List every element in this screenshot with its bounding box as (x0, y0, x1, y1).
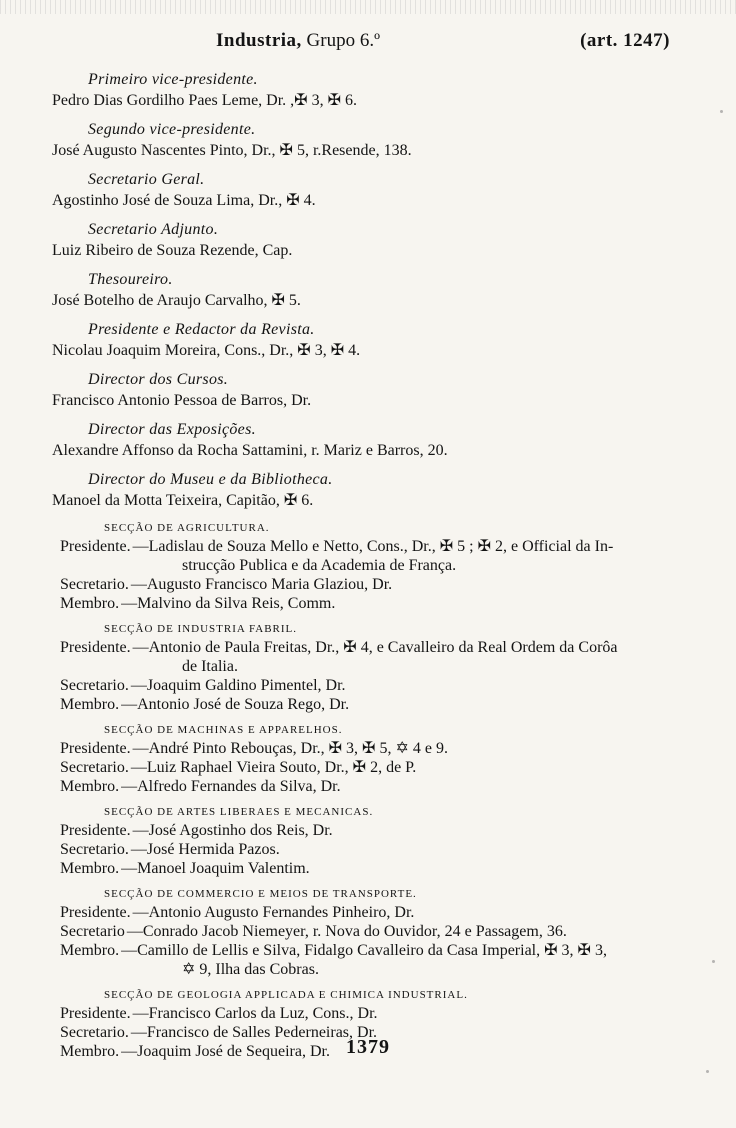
member-text: —Joaquim Galdino Pimentel, Dr. (130, 677, 346, 694)
page-number: 1379 (346, 1036, 390, 1058)
office-entry (52, 370, 704, 411)
member-row (52, 758, 704, 777)
member-row (52, 1004, 704, 1023)
header-title (216, 30, 380, 52)
office-holder: Manoel da Motta Teixeira, Capitão, ✠ 6. (52, 492, 314, 509)
member-role: Presidente. (60, 822, 131, 839)
member-role: Secretario. (60, 576, 129, 593)
office-entry (52, 70, 704, 111)
article-reference: (art. 1247) (580, 30, 670, 51)
member-text: —Francisco de Salles Pederneiras, Dr. (130, 1024, 378, 1041)
member-row (52, 821, 704, 840)
member-role: Presidente. (60, 538, 131, 555)
member-cont-text: ✡ 9, Ilha das Cobras. (182, 961, 319, 978)
running-header (0, 28, 736, 54)
office-role: Director das Exposições. (88, 421, 256, 438)
member-text: —Joaquim José de Sequeira, Dr. (121, 1043, 330, 1060)
member-cont-text: de Italia. (182, 658, 238, 675)
member-continuation (52, 657, 704, 676)
member-role: Presidente. (60, 904, 131, 921)
member-row (52, 575, 704, 594)
member-text: —Ladislau de Souza Mello e Netto, Cons., Dr., ✠ 5 ; ✠ 2, e Official da In- (132, 538, 614, 555)
member-row (52, 840, 704, 859)
section-title: SECÇÃO DE AGRICULTURA. (104, 522, 270, 534)
section-commercio (52, 886, 704, 979)
section-title: SECÇÃO DE GEOLOGIA APPLICADA E CHIMICA INDUSTRIAL. (104, 989, 468, 1001)
office-role: Thesoureiro. (88, 271, 173, 288)
member-text: —Augusto Francisco Maria Glaziou, Dr. (130, 576, 393, 593)
office-holder: José Augusto Nascentes Pinto, Dr., ✠ 5, r.Resende, 138. (52, 142, 412, 159)
office-entry (52, 120, 704, 161)
member-text: —Antonio de Paula Freitas, Dr., ✠ 4, e Cavalleiro da Real Ordem da Corôa (132, 639, 618, 656)
member-text: —Camillo de Lellis e Silva, Fidalgo Cavalleiro da Casa Imperial, ✠ 3, ✠ 3, (121, 942, 607, 959)
member-role: Secretario (60, 923, 125, 940)
section-industria-fabril (52, 621, 704, 714)
section-machinas (52, 722, 704, 796)
member-text: —Francisco Carlos da Luz, Cons., Dr. (132, 1005, 378, 1022)
member-text: —Manoel Joaquim Valentim. (121, 860, 310, 877)
member-row (52, 941, 704, 960)
member-row (52, 777, 704, 796)
section-artes-liberaes (52, 804, 704, 878)
member-text: —Antonio Augusto Fernandes Pinheiro, Dr. (132, 904, 415, 921)
member-row (52, 903, 704, 922)
member-role: Presidente. (60, 1005, 131, 1022)
member-role: Membro. (60, 595, 120, 612)
member-role: Presidente. (60, 740, 131, 757)
office-role: Primeiro vice-presidente. (88, 71, 258, 88)
office-holder: Agostinho José de Souza Lima, Dr., ✠ 4. (52, 192, 316, 209)
header-title-rest: Grupo 6.º (301, 30, 380, 51)
member-role: Presidente. (60, 639, 131, 656)
section-title: SECÇÃO DE MACHINAS E APPARELHOS. (104, 724, 343, 736)
section-title: SECÇÃO DE COMMERCIO E MEIOS DE TRANSPORTE. (104, 888, 417, 900)
member-role: Secretario. (60, 677, 129, 694)
member-row (52, 739, 704, 758)
member-text: —Antonio José de Souza Rego, Dr. (121, 696, 350, 713)
office-role: Director dos Cursos. (88, 371, 229, 388)
member-row (52, 537, 704, 556)
office-holder: Alexandre Affonso da Rocha Sattamini, r. Mariz e Barros, 20. (52, 442, 448, 459)
member-text: —José Hermida Pazos. (130, 841, 280, 858)
member-role: Secretario. (60, 1024, 129, 1041)
office-holder: Luiz Ribeiro de Souza Rezende, Cap. (52, 242, 293, 259)
member-row (52, 676, 704, 695)
print-speck (720, 110, 723, 113)
header-title-bold: Industria, (216, 30, 302, 51)
office-entry (52, 320, 704, 361)
member-continuation (52, 960, 704, 979)
member-text: —Alfredo Fernandes da Silva, Dr. (121, 778, 341, 795)
office-holder: Pedro Dias Gordilho Paes Leme, Dr. ,✠ 3, ✠ 6. (52, 92, 357, 109)
member-row (52, 638, 704, 657)
member-text: —Luiz Raphael Vieira Souto, Dr., ✠ 2, de P. (130, 759, 417, 776)
member-role: Membro. (60, 778, 120, 795)
office-holder: Francisco Antonio Pessoa de Barros, Dr. (52, 392, 312, 409)
office-entry (52, 270, 704, 311)
officers-list (52, 70, 704, 511)
print-speck (712, 960, 715, 963)
member-cont-text: strucção Publica e da Academia de França. (182, 557, 457, 574)
office-role: Segundo vice-presidente. (88, 121, 256, 138)
member-role: Membro. (60, 1043, 120, 1060)
office-entry (52, 420, 704, 461)
section-title: SECÇÃO DE ARTES LIBERAES E MECANICAS. (104, 806, 374, 818)
office-entry (52, 470, 704, 511)
office-role: Secretario Geral. (88, 171, 205, 188)
office-role: Presidente e Redactor da Revista. (88, 321, 315, 338)
member-role: Membro. (60, 942, 120, 959)
member-text: —Malvino da Silva Reis, Comm. (121, 595, 336, 612)
office-role: Director do Museu e da Bibliotheca. (88, 471, 333, 488)
member-row (52, 922, 704, 941)
office-holder: José Botelho de Araujo Carvalho, ✠ 5. (52, 292, 301, 309)
member-row (52, 594, 704, 613)
office-holder: Nicolau Joaquim Moreira, Cons., Dr., ✠ 3, ✠ 4. (52, 342, 361, 359)
member-text: —Conrado Jacob Niemeyer, r. Nova do Ouvidor, 24 e Passagem, 36. (126, 923, 567, 940)
member-role: Membro. (60, 860, 120, 877)
office-entry (52, 220, 704, 261)
member-row (52, 859, 704, 878)
member-role: Secretario. (60, 841, 129, 858)
office-role: Secretario Adjunto. (88, 221, 219, 238)
member-text: —André Pinto Rebouças, Dr., ✠ 3, ✠ 5, ✡ 4 e 9. (132, 740, 448, 757)
member-row (52, 695, 704, 714)
section-title: SECÇÃO DE INDUSTRIA FABRIL. (104, 623, 298, 635)
section-agricultura (52, 520, 704, 613)
member-role: Secretario. (60, 759, 129, 776)
member-role: Membro. (60, 696, 120, 713)
member-text: —José Agostinho dos Reis, Dr. (132, 822, 333, 839)
office-entry (52, 170, 704, 211)
page-body (52, 70, 704, 1069)
member-continuation (52, 556, 704, 575)
print-speck (706, 1070, 709, 1073)
scan-artifact (0, 0, 736, 14)
